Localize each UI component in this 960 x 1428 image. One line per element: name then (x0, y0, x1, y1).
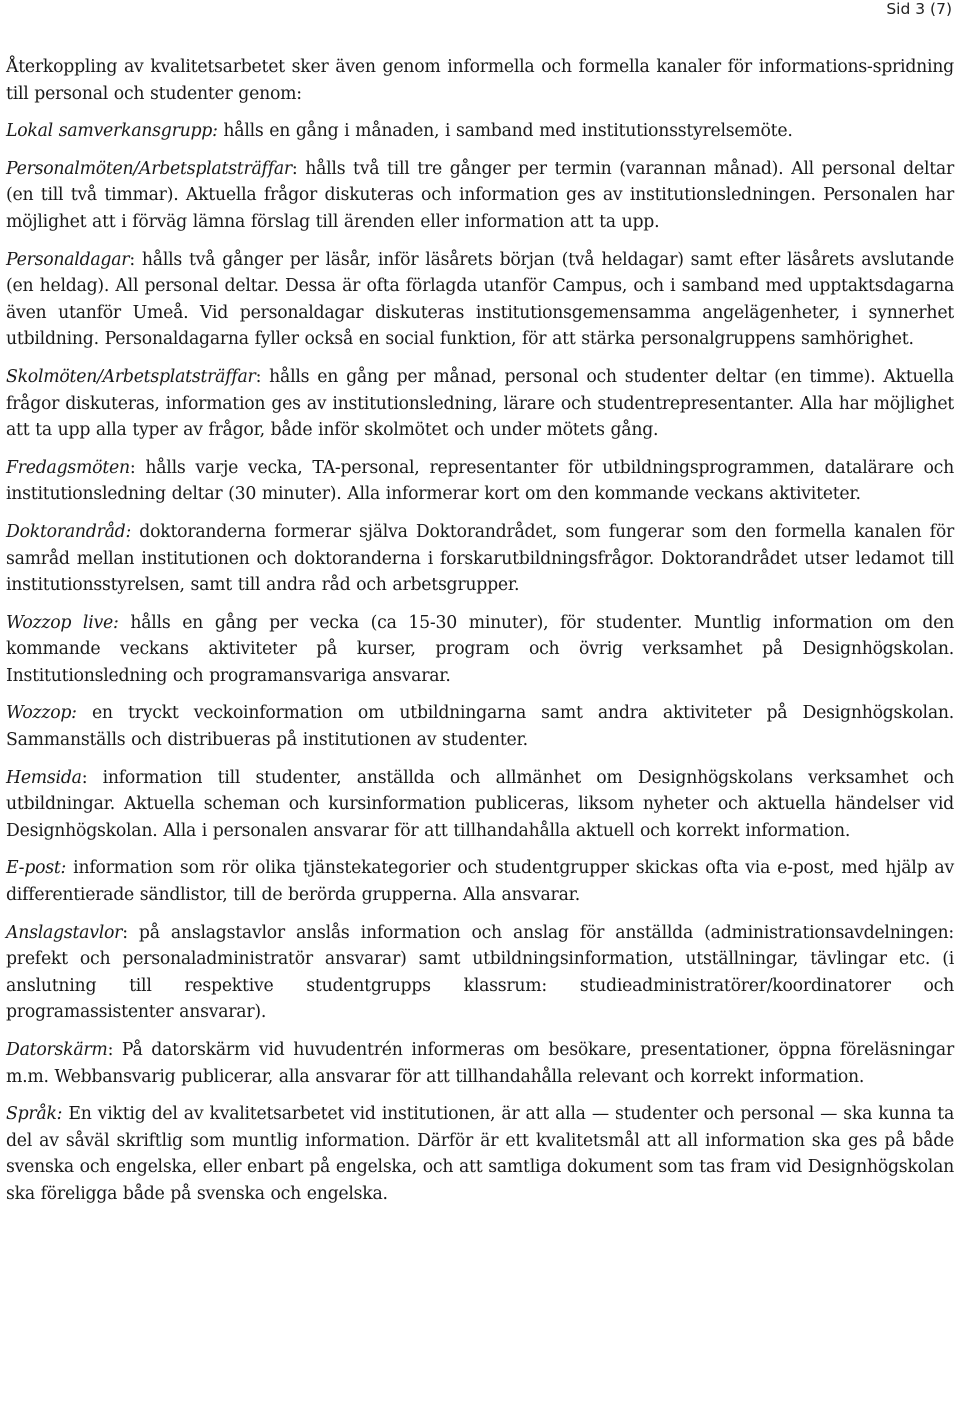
paragraph-term: Personalmöten/Arbetsplatsträffar (6, 158, 292, 179)
paragraph-term: Lokal samverkansgrupp: (6, 121, 218, 142)
paragraph-wozzop-live (6, 610, 954, 690)
paragraph-datorskarm (6, 1037, 954, 1090)
paragraph-term: Skolmöten/Arbetsplatsträffar (6, 366, 256, 387)
paragraph-doktorandrad (6, 519, 954, 599)
paragraph-lokal-samverkansgrupp (6, 118, 954, 145)
paragraph-term: Doktorandråd: (6, 521, 132, 542)
paragraph-text: doktoranderna formerar själva Doktorandrådet, som fungerar som den formella kanalen för samråd mellan institutionen och doktoranderna i forskarutbildningsfrågor. Doktorandrådet utser ledamot till institutionsstyrelsen, samt till andra råd och arbetsgrupper. (6, 521, 954, 596)
paragraph-text: : hålls en gång per månad, personal och studenter deltar (en timme). Aktuella frågor diskuteras, information ges av institutionsledning, lärare och studentrepresentanter. Alla har möjlighet att ta upp alla typer av frågor, både inför skolmötet och under mötets gång. (6, 366, 954, 441)
document-body (6, 54, 954, 1219)
paragraph-text: information som rör olika tjänstekategorier och studentgrupper skickas ofta via e-post, med hjälp av differentierade sändlistor, till de berörda grupperna. Alla ansvarar. (6, 858, 954, 906)
paragraph-text: : hålls varje vecka, TA-personal, representanter för utbildningsprogrammen, datalärare och institutionsledning deltar (30 minuter). Alla informerar kort om den kommande veckans aktiviteter. (6, 457, 954, 505)
paragraph-term: Datorskärm (6, 1040, 108, 1060)
paragraph-term: Personaldagar (6, 249, 130, 270)
paragraph-skolmoten (6, 364, 954, 444)
paragraph-wozzop (6, 700, 954, 753)
paragraph-sprak (6, 1101, 954, 1207)
paragraph-term: Wozzop: (6, 703, 77, 724)
intro-paragraph (6, 54, 954, 107)
paragraph-term: Hemsida (6, 767, 82, 788)
paragraph-text: : hålls två gånger per läsår, inför läsårets början (två heldagar) samt efter läsårets avslutande (en heldag). All personal deltar. Dessa är ofta förlagda utanför Campus, och i samband med upptaktsdagarna även utanför Umeå. Vid personaldagar diskuteras institutionsgemensamma angelägenheter, i synnerhet utbildning. Personaldagarna fyller också en social funktion, för att stärka personalgruppens samhörighet. (6, 249, 954, 350)
paragraph-term: Fredagsmöten (6, 457, 130, 478)
paragraph-hemsida (6, 765, 954, 845)
paragraph-text: : hålls två till tre gånger per termin (varannan månad). All personal deltar (en till två timmar). Aktuella frågor diskuteras och information ges av institutionsledningen. Personalen har möjlighet att i förväg lämna förslag till ärenden eller information att ta upp. (6, 158, 954, 232)
paragraph-fredagsmoten (6, 455, 954, 508)
paragraph-text: hålls en gång i månaden, i samband med institutionsstyrelsemöte. (217, 121, 793, 142)
page-number: Sid 3 (7) (886, 0, 952, 18)
paragraph-term: Wozzop live: (6, 612, 119, 633)
paragraph-term: Språk: (6, 1104, 63, 1125)
paragraph-text: En viktig del av kvalitetsarbetet vid institutionen, är att alla — studenter och personal — ska kunna ta del av såväl skriftlig som muntlig information. Därför är ett kvalitetsmål att all information ska ges på både svenska och engelska, eller enbart på engelska, och att samtliga dokument som tas fram vid Designhögskolan ska föreligga både på svenska och engelska. (6, 1104, 954, 1204)
paragraph-anslagstavlor (6, 920, 954, 1026)
paragraph-text: : På datorskärm vid huvudentrén informeras om besökare, presentationer, öppna föreläsningar m.m. Webbansvarig publicerar, alla ansvarar för att tillhandahålla relevant och korrekt information. (6, 1040, 954, 1087)
paragraph-term: E-post: (6, 858, 67, 879)
paragraph-e-post (6, 855, 954, 908)
paragraph-personaldagar (6, 247, 954, 353)
paragraph-text: hålls en gång per vecka (ca 15-30 minuter), för studenter. Muntlig information om den kommande veckans aktiviteter på kurser, program och övrig verksamhet på Designhögskolan. Institutionsledning och programansvariga ansvarar. (6, 612, 955, 686)
paragraph-text: : på anslagstavlor anslås information och anslag för anställda (administrationsavdelningen: prefekt och personaladministratör ansvarar) samt utbildningsinformation, utställningar, tävlingar etc. (i anslutning till respektive studentgrupps klassrum: studieadministratörer/koordinatorer och programassistenter ansvarar). (6, 922, 954, 1023)
paragraph-term: Anslagstavlor (6, 922, 123, 943)
paragraph-text: en tryckt veckoinformation om utbildningarna samt andra aktiviteter på Designhögskolan. Sammanställs och distribueras på institutionen av studenter. (6, 703, 954, 751)
paragraph-text: Återkoppling av kvalitetsarbetet sker även genom informella och formella kanaler för informations-spridning till personal och studenter genom: (6, 57, 954, 104)
paragraph-personalmoten (6, 156, 954, 236)
paragraph-text: : information till studenter, anställda och allmänhet om Designhögskolans verksamhet och utbildningar. Aktuella scheman och kursinformation publiceras, liksom nyheter och aktuella händelser vid Designhögskolan. Alla i personalen ansvarar för att tillhandahålla aktuell och korrekt information. (6, 767, 954, 841)
